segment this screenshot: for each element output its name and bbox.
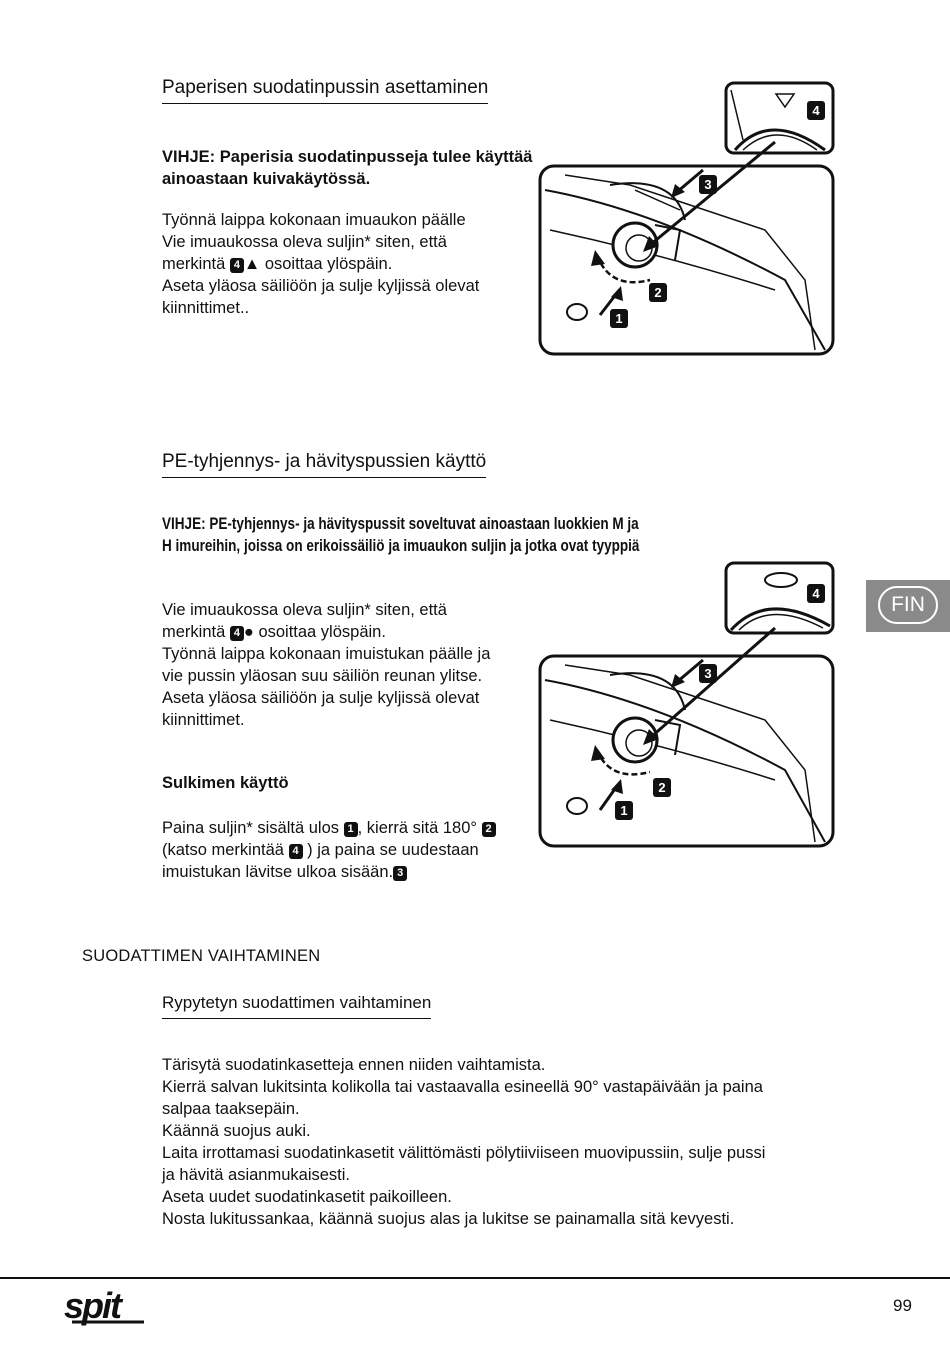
instruction-line	[162, 861, 542, 883]
dot-marker-icon: ●	[243, 623, 254, 641]
instruction-text: osoittaa ylöspäin.	[264, 255, 393, 273]
step-1-badge: 1	[344, 822, 358, 837]
instruction-text: , kierrä sitä 180°	[357, 819, 478, 837]
instruction-line: kiinnittimet..	[162, 299, 250, 317]
instruction-line: Käännä suojus auki.	[162, 1122, 311, 1140]
tip-line: VIHJE: Paperisia suodatinpusseja tulee käyttää	[162, 148, 533, 166]
instruction-line: Vie imuaukossa oleva suljin* siten, että	[162, 233, 447, 251]
marker-4-badge: 4	[230, 258, 244, 273]
diagram-label-2: 2	[658, 780, 666, 795]
instructions-shutter	[162, 817, 542, 883]
instruction-line: kiinnittimet.	[162, 711, 245, 729]
instruction-line: ja hävitä asianmukaisesti.	[162, 1166, 351, 1184]
diagram-paper-bag	[535, 80, 840, 360]
language-tab	[866, 580, 950, 632]
diagram-label-4: 4	[812, 586, 820, 601]
tip-line: H imureihin, joissa on erikoissäiliö ja imuaukon suljin ja jotka ovat tyyppiä	[162, 537, 640, 555]
diagram-label-1: 1	[615, 311, 623, 326]
heading-filter-change: SUODATTIMEN VAIHTAMINEN	[82, 947, 321, 965]
triangle-marker-icon: ▲	[243, 255, 261, 273]
instruction-text: (katso merkintää	[162, 841, 284, 859]
diagram-label-4: 4	[812, 103, 820, 118]
instruction-line	[162, 621, 532, 643]
instruction-line	[162, 839, 542, 861]
instructions-filter	[162, 1054, 842, 1230]
tip-paper-bag	[162, 146, 532, 190]
diagram-label-1: 1	[620, 803, 628, 818]
diagram-pe-bag-svg	[535, 560, 840, 850]
instruction-line: Laita irrottamasi suodatinkasetit välittömästi pölytiiviiseen muovipussiin, sulje pussi	[162, 1144, 766, 1162]
brand-logo	[62, 1286, 152, 1337]
section-title-pe-bag: PE-tyhjennys- ja hävityspussien käyttö	[162, 450, 486, 478]
tip-line: ainoastaan kuivakäytössä.	[162, 170, 371, 188]
instruction-line: Aseta yläosa säiliöön ja sulje kyljissä olevat	[162, 689, 480, 707]
instruction-text: ) ja paina se uudestaan	[307, 841, 479, 859]
diagram-label-3: 3	[704, 666, 712, 681]
tip-pe-bag	[162, 513, 639, 557]
footer-divider	[0, 1277, 950, 1279]
instruction-text: imuistukan lävitse ulkoa sisään.	[162, 863, 394, 881]
instructions-pe-bag	[162, 599, 532, 731]
step-2-badge: 2	[482, 822, 496, 837]
circle-mark-icon	[765, 573, 797, 587]
instruction-line: Nosta lukitussankaa, käännä suojus alas ja lukitse se painamalla sitä kevyesti.	[162, 1210, 735, 1228]
instruction-line: Vie imuaukossa oleva suljin* siten, että	[162, 601, 447, 619]
diagram-pe-bag	[535, 560, 840, 850]
diagram-label-3: 3	[704, 177, 712, 192]
instruction-line: Työnnä laippa kokonaan imuaukon päälle	[162, 211, 466, 229]
instruction-line: Kierrä salvan lukitsinta kolikolla tai vastaavalla esineellä 90° vastapäivään ja paina	[162, 1078, 763, 1096]
instruction-text: osoittaa ylöspäin.	[258, 623, 386, 641]
instruction-line	[162, 253, 532, 275]
language-tab-label: FIN	[878, 586, 938, 624]
section-title-shutter: Sulkimen käyttö	[162, 774, 289, 792]
instruction-text: merkintä	[162, 623, 226, 641]
instruction-line: vie pussin yläosan suu säiliön reunan ylitse.	[162, 667, 483, 685]
step-3-badge: 3	[393, 866, 407, 881]
tip-line: VIHJE: PE-tyhjennys- ja hävityspussit soveltuvat ainoastaan luokkien M ja	[162, 515, 639, 533]
section-title-paper-bag: Paperisen suodatinpussin asettaminen	[162, 76, 488, 104]
marker-4-badge: 4	[230, 626, 244, 641]
diagram-paper-bag-svg	[535, 80, 840, 360]
instruction-line: Työnnä laippa kokonaan imuistukan päälle ja	[162, 645, 491, 663]
section-title-filter: Rypytetyn suodattimen vaihtaminen	[162, 991, 431, 1019]
instruction-line: salpaa taaksepäin.	[162, 1100, 300, 1118]
instructions-paper-bag	[162, 209, 532, 319]
diagram-label-2: 2	[654, 285, 662, 300]
page-number: 99	[893, 1296, 912, 1315]
instruction-line: Aseta uudet suodatinkasetit paikoilleen.	[162, 1188, 452, 1206]
instruction-text: Paina suljin* sisältä ulos	[162, 819, 340, 837]
instruction-line: Tärisytä suodatinkasetteja ennen niiden vaihtamista.	[162, 1056, 546, 1074]
instruction-text: merkintä	[162, 255, 226, 273]
marker-4-badge: 4	[289, 844, 303, 859]
svg-text:spit: spit	[64, 1286, 121, 1326]
spit-logo-icon	[62, 1286, 152, 1332]
instruction-line	[162, 817, 542, 839]
instruction-line: Aseta yläosa säiliöön ja sulje kyljissä olevat	[162, 277, 480, 295]
